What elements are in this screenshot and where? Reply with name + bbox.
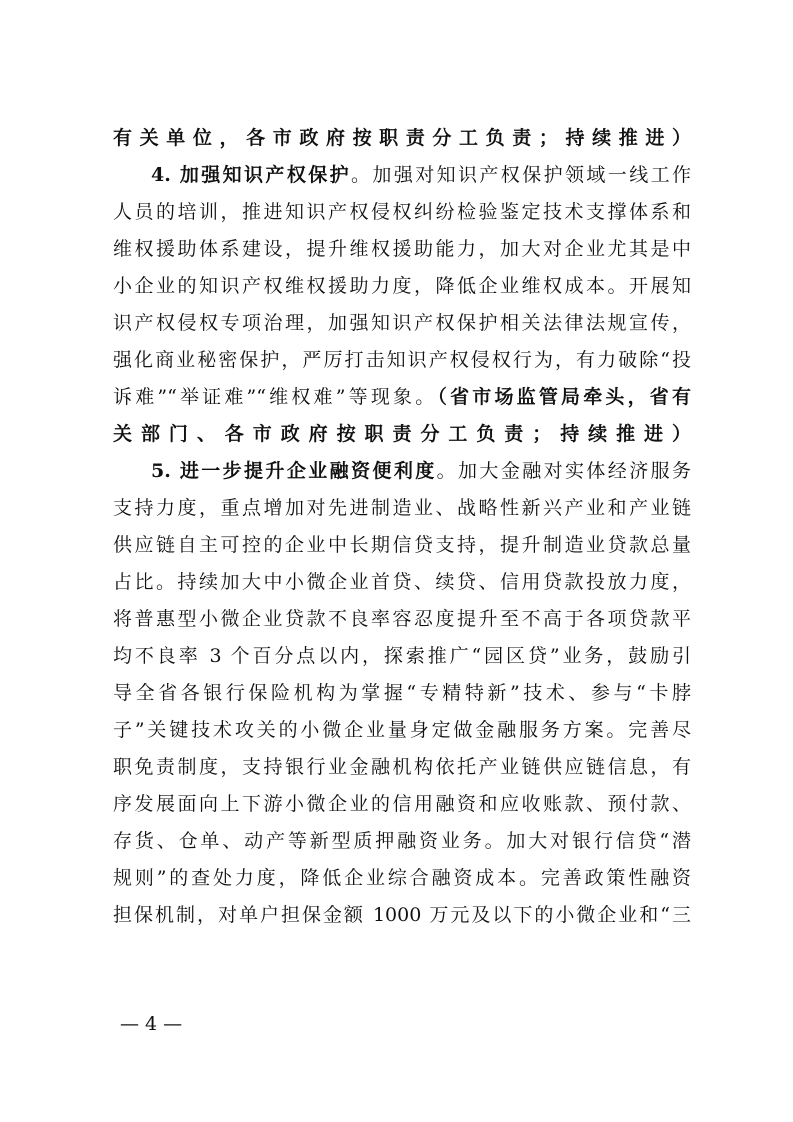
text-segment: 序发展面向上下游小微企业的信用融资和应收账款、预付款、	[113, 793, 691, 815]
text-segment: 规则”的查处力度，降低企业综合融资成本。完善政策性融资	[113, 867, 691, 889]
text-line	[113, 268, 691, 305]
document-body	[113, 120, 691, 934]
text-line	[113, 823, 691, 860]
text-line	[113, 490, 691, 527]
text-segment: 存货、仓单、动产等新型质押融资业务。加大对银行信贷“潜	[113, 830, 691, 852]
text-line	[113, 564, 691, 601]
text-segment: 供应链自主可控的企业中长期信贷支持，提升制造业贷款总量	[113, 534, 691, 556]
text-line	[113, 194, 691, 231]
text-line	[113, 416, 691, 453]
bold-text-segment: 有关单位，各市政府按职责分工负责；持续推进）	[113, 127, 691, 149]
text-line	[113, 120, 691, 157]
text-segment: 职免责制度，支持银行业金融机构依托产业链供应链信息，有	[113, 756, 691, 778]
text-segment: 诉难”“举证难”“维权难”等现象。	[113, 386, 438, 408]
text-segment: 强化商业秘密保护，严厉打击知识产权侵权行为，有力破除“投	[113, 349, 691, 371]
text-line	[113, 601, 691, 638]
text-line	[113, 860, 691, 897]
text-line	[113, 453, 691, 490]
text-line	[113, 379, 691, 416]
text-segment: 担保机制，对单户担保金额 1000 万元及以下的小微企业和“三	[113, 904, 691, 926]
text-line	[113, 157, 691, 194]
text-line	[113, 305, 691, 342]
text-segment: 将普惠型小微企业贷款不良率容忍度提升至不高于各项贷款平	[113, 608, 691, 630]
text-segment: 。加强对知识产权保护领域一线工作	[351, 164, 691, 186]
text-line	[113, 342, 691, 379]
text-segment: 导全省各银行保险机构为掌握“专精特新”技术、参与“卡脖	[113, 682, 691, 704]
text-segment: 均不良率 3 个百分点以内，探索推广“园区贷”业务，鼓励引	[113, 645, 691, 667]
text-segment: 人员的培训，推进知识产权侵权纠纷检验鉴定技术支撑体系和	[113, 201, 691, 223]
text-segment: 占比。持续加大中小微企业首贷、续贷、信用贷款投放力度，	[113, 571, 691, 593]
text-line	[113, 712, 691, 749]
text-segment: 支持力度，重点增加对先进制造业、战略性新兴产业和产业链	[113, 497, 691, 519]
text-segment: 子”关键技术攻关的小微企业量身定做金融服务方案。完善尽	[113, 719, 691, 741]
text-segment: 维权援助体系建设，提升维权援助能力，加大对企业尤其是中	[113, 238, 691, 260]
text-segment: 。加大金融对实体经济服务	[436, 460, 691, 482]
text-line	[113, 897, 691, 934]
text-line	[113, 638, 691, 675]
bold-text-segment: 关部门、各市政府按职责分工负责；持续推进）	[113, 423, 691, 445]
text-line	[113, 749, 691, 786]
text-line	[113, 675, 691, 712]
bold-text-segment: （省市场监管局牵头，省有	[437, 386, 691, 408]
page-number: — 4 —	[120, 1013, 183, 1035]
text-line	[113, 527, 691, 564]
text-line	[113, 786, 691, 823]
bold-text-segment: 4. 加强知识产权保护	[151, 164, 352, 186]
bold-text-segment: 5. 进一步提升企业融资便利度	[151, 460, 437, 482]
text-segment: 小企业的知识产权维权援助力度，降低企业维权成本。开展知	[113, 275, 691, 297]
text-segment: 识产权侵权专项治理，加强知识产权保护相关法律法规宣传，	[113, 312, 691, 334]
text-line	[113, 231, 691, 268]
